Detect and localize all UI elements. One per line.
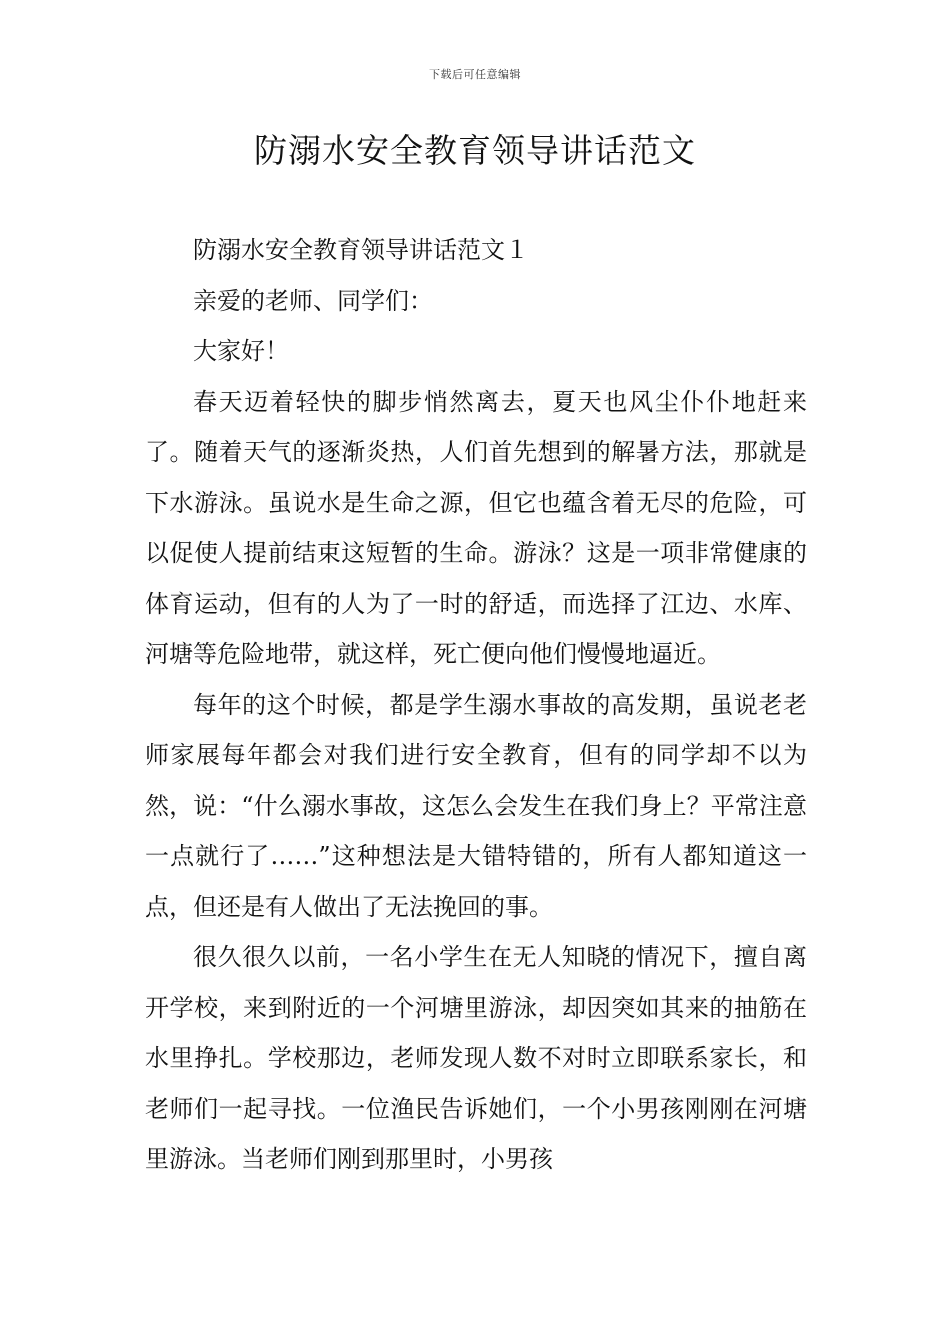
paragraph-subtitle: 防溺水安全教育领导讲话范文１ (193, 236, 529, 264)
paragraph-salutation: 亲爱的老师、同学们： (193, 286, 433, 315)
paragraph-body: 每年的这个时候，都是学生溺水事故的高发期，虽说老老师家展每年都会对我们进行安全教育，但有的同学却不以为然，说：“什么溺水事故，这怎么会发生在我们身上？平常注意一点就行了……”这种想法是大错特错的，所有人都知道这一点，但还是有人做出了无法挽回的事。 (145, 690, 807, 921)
paragraph-greeting: 大家好！ (193, 337, 289, 365)
header-note: 下载后可任意编辑 (429, 68, 521, 81)
paragraph-body: 春天迈着轻快的脚步悄然离去，夏天也风尘仆仆地赶来了。随着天气的逐渐炎热，人们首先想到的解暑方法，那就是下水游泳。虽说水是生命之源，但它也蕴含着无尽的危险，可以促使人提前结束这短暂的生命。游泳？这是一项非常健康的体育运动，但有的人为了一时的舒适，而选择了江边、水库、河塘等危险地带，就这样，死亡便向他们慢慢地逼近。 (145, 387, 807, 668)
document-title: 防溺水安全教育领导讲话范文 (254, 131, 696, 170)
paragraph-body: 很久很久以前，一名小学生在无人知晓的情况下，擅自离开学校，来到附近的一个河塘里游泳，却因突如其来的抽筋在水里挣扎。学校那边，老师发现人数不对时立即联系家长，和老师们一起寻找。一位渔民告诉她们，一个小男孩刚刚在河塘里游泳。当老师们刚到那里时，小男孩 (145, 943, 807, 1173)
document-body (145, 225, 807, 1185)
